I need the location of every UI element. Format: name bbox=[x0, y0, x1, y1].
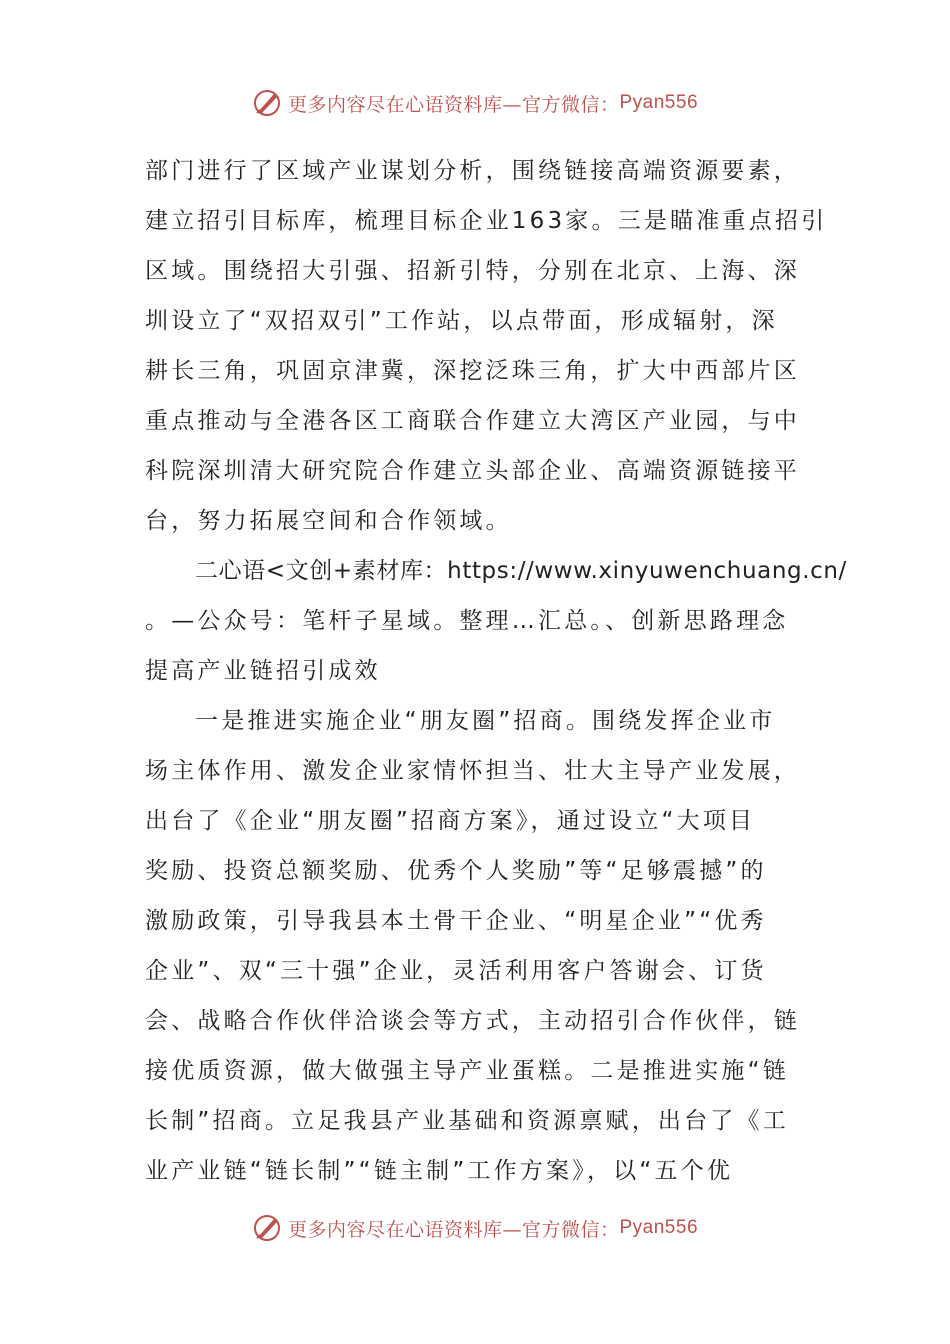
banner-text: 更多内容尽在心语资料库—官方微信： bbox=[287, 93, 620, 116]
banner-wechat-id: Pyan556 bbox=[619, 1217, 699, 1238]
text-line: 接优质资源，做大做强主导产业蛋糕。二是推进实施“链 bbox=[145, 1058, 789, 1084]
text-line: 重点推动与全港各区工商联合作建立大湾区产业园，与中 bbox=[145, 408, 800, 434]
text-line: 二心语<文创+素材库：https://www.xinyuwenchuang.cn/ bbox=[195, 558, 847, 584]
section-heading-line: 提高产业链招引成效 bbox=[145, 658, 381, 684]
text-line: 一是推进实施企业“朋友圈”招商。围绕发挥企业市 bbox=[195, 708, 776, 734]
banner-wechat-id: Pyan556 bbox=[619, 92, 699, 113]
text-line: 。—公众号：笔杆子星域。整理…汇总。、创新思路理念 bbox=[145, 608, 789, 634]
text-line: 部门进行了区域产业谋划分析，围绕链接高端资源要素， bbox=[145, 158, 800, 184]
footer-watermark-banner bbox=[0, 1208, 950, 1248]
text-line: 区域。围绕招大引强、招新引特，分别在北京、上海、深 bbox=[145, 258, 800, 284]
text-line: 激励政策，引导我县本土骨干企业、“明星企业”“优秀 bbox=[145, 908, 767, 934]
text-line: 场主体作用、激发企业家情怀担当、壮大主导产业发展， bbox=[145, 758, 800, 784]
pen-logo-icon bbox=[252, 88, 282, 118]
document-body bbox=[145, 148, 847, 1198]
text-line: 业产业链“链长制”“链主制”工作方案》，以“五个优 bbox=[145, 1158, 734, 1184]
text-line: 会、战略合作伙伴洽谈会等方式，主动招引合作伙伴，链 bbox=[145, 1008, 800, 1034]
text-line: 出台了《企业“朋友圈”招商方案》，通过设立“大项目 bbox=[145, 808, 756, 834]
header-watermark-banner bbox=[0, 83, 950, 123]
text-line: 圳设立了“双招双引”工作站，以点带面，形成辐射，深 bbox=[145, 308, 778, 334]
banner-text: 更多内容尽在心语资料库—官方微信： bbox=[287, 1218, 620, 1241]
text-line: 耕长三角，巩固京津冀，深挖泛珠三角，扩大中西部片区 bbox=[145, 358, 800, 384]
text-line: 奖励、投资总额奖励、优秀个人奖励”等“足够震撼”的 bbox=[145, 858, 767, 884]
pen-logo-icon bbox=[252, 1213, 282, 1243]
text-line: 企业”、双“三十强”企业，灵活利用客户答谢会、订货 bbox=[145, 958, 767, 984]
text-line: 科院深圳清大研究院合作建立头部企业、高端资源链接平 bbox=[145, 458, 800, 484]
text-line: 长制”招商。立足我县产业基础和资源禀赋，出台了《工 bbox=[145, 1108, 789, 1134]
text-line: 建立招引目标库，梳理目标企业163家。三是瞄准重点招引 bbox=[145, 208, 828, 234]
text-line: 台，努力拓展空间和合作领域。 bbox=[145, 508, 512, 534]
